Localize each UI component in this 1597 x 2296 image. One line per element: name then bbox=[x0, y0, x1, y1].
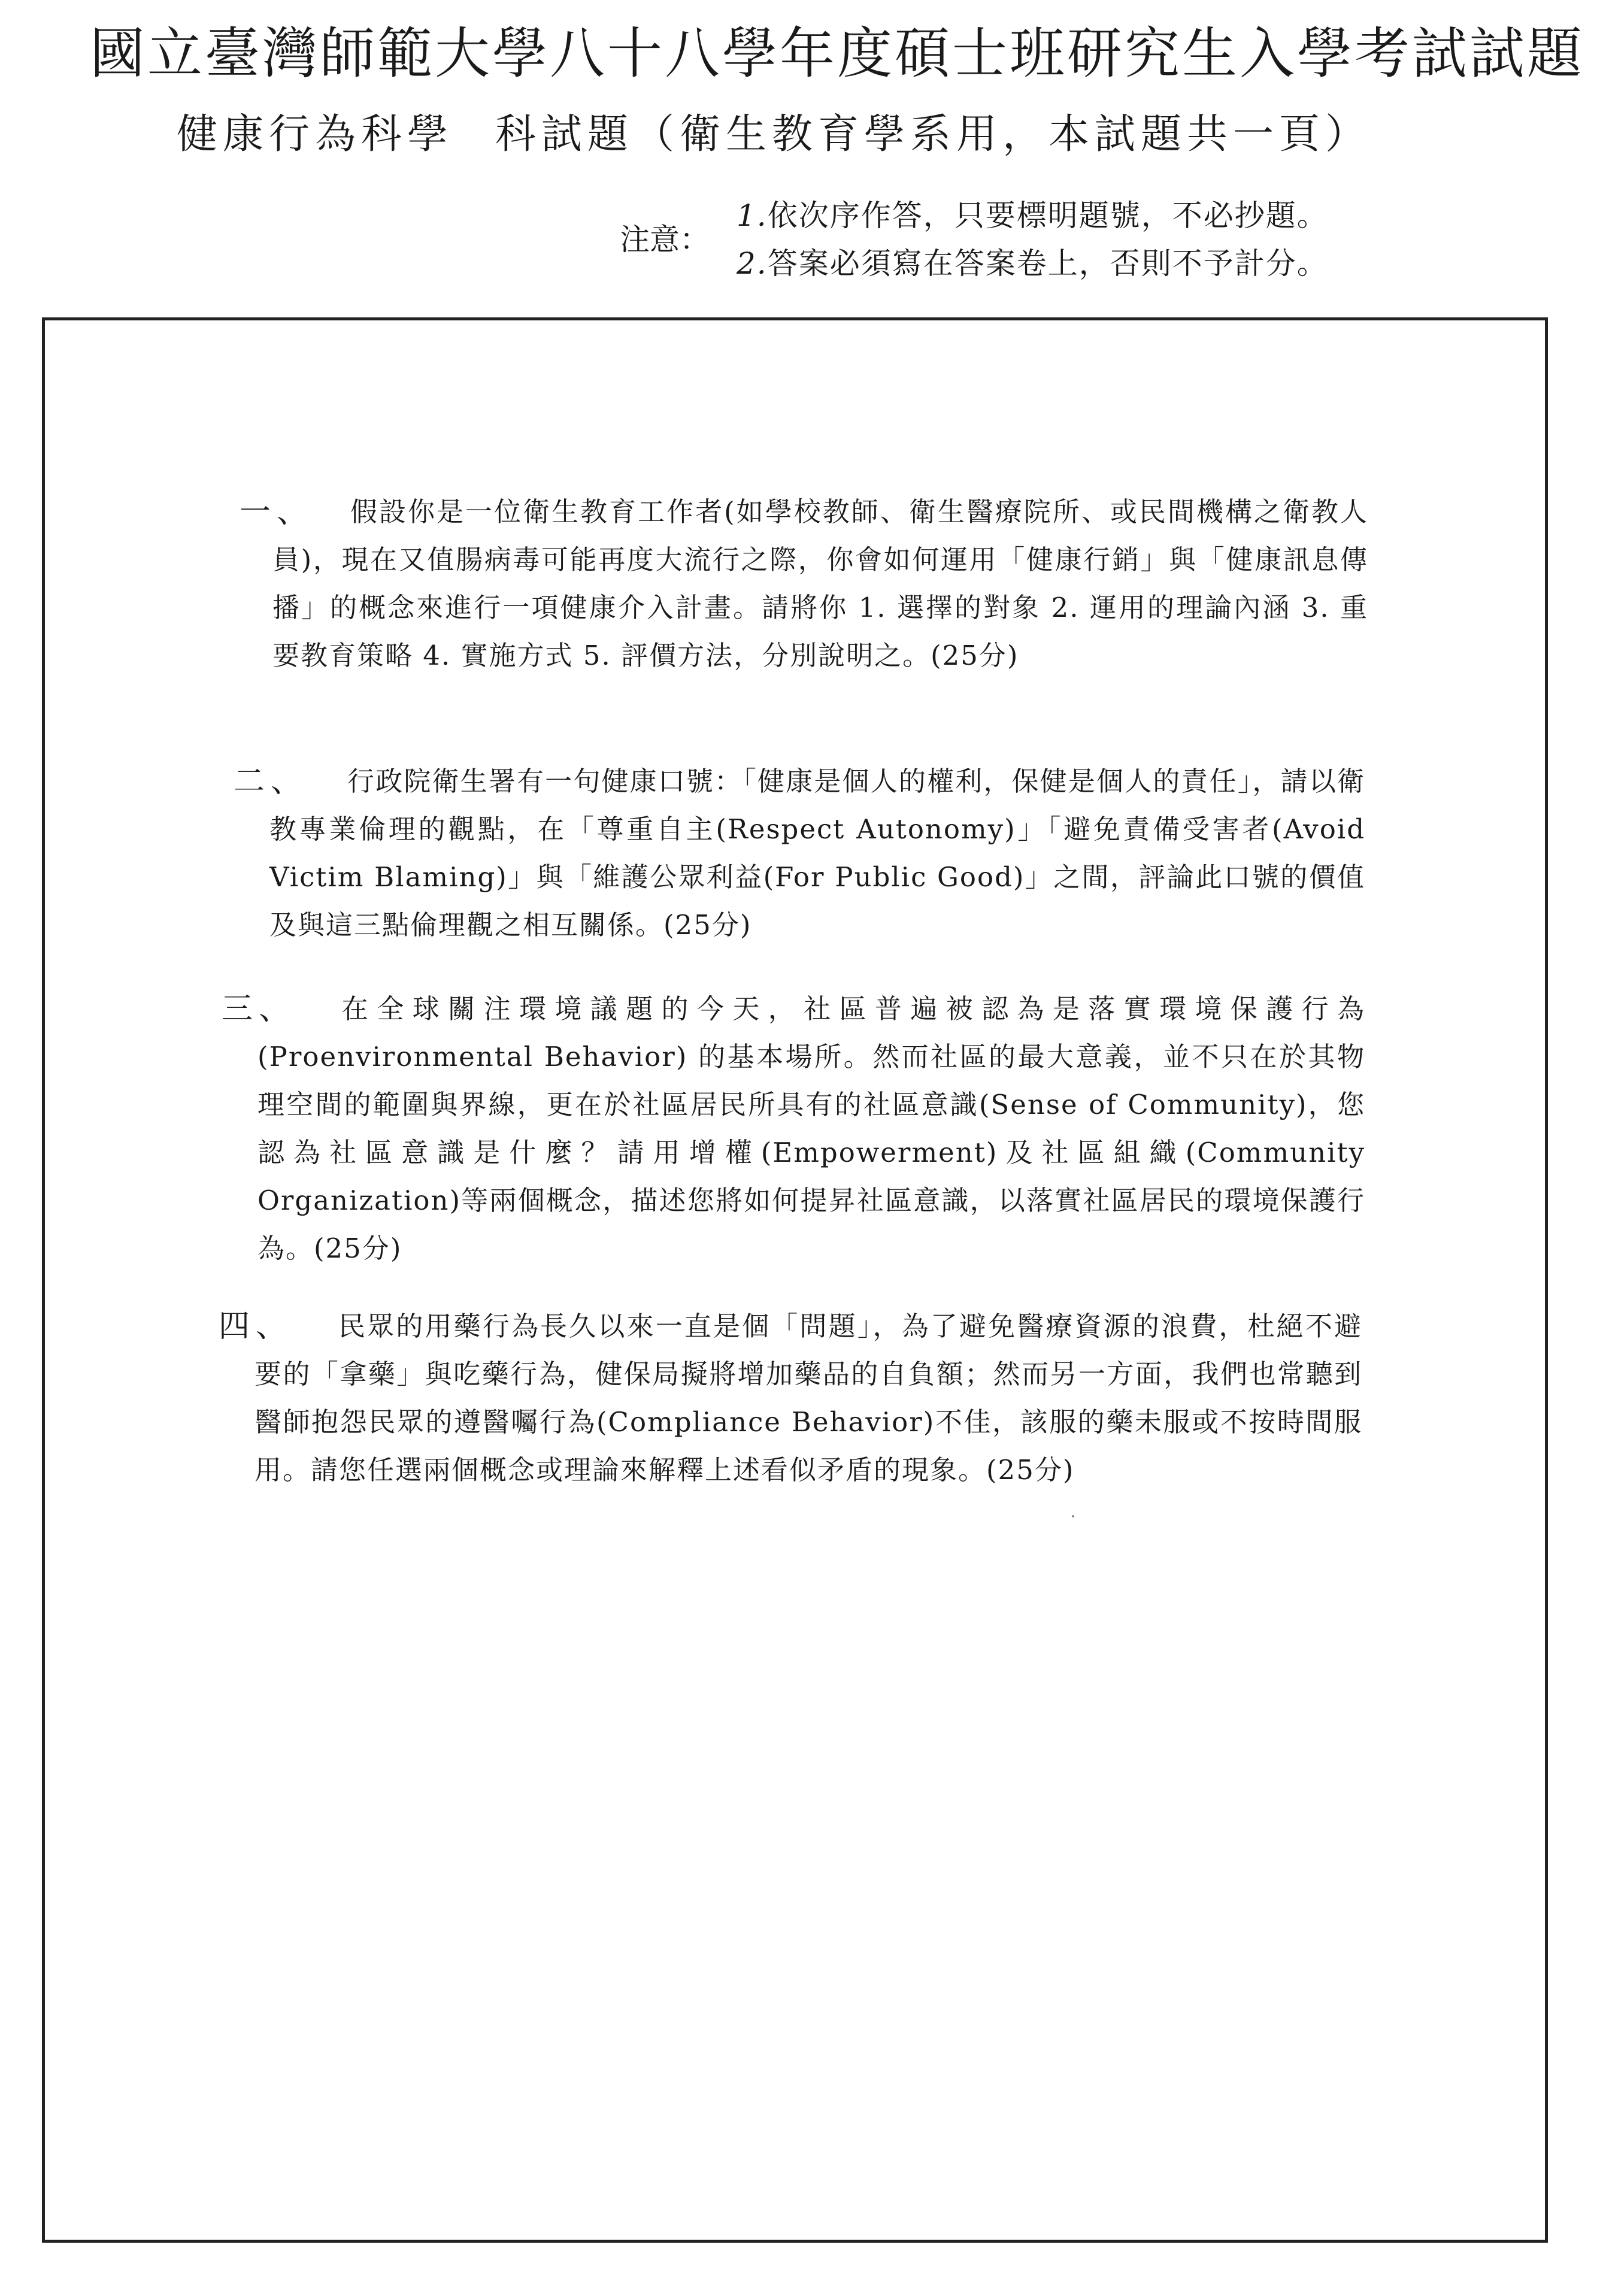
note-text: 答案必須寫在答案卷上，否則不予計分。 bbox=[767, 246, 1328, 281]
note-text: 依次序作答，只要標明題號，不必抄題。 bbox=[767, 198, 1328, 233]
exam-subtitle bbox=[177, 105, 1371, 165]
question-2-text: 行政院衛生署有一句健康口號：「健康是個人的權利，保健是個人的責任」，請以衛教專業倫理的觀點，在「尊重自主(Respect Autonomy)」「避免責備受害者(Avoid Victim Blaming)」與「維護公眾利益(For Public Good)」之間，評論此口號的價值及與這三點倫理觀之相互關係。(25分) bbox=[269, 765, 1365, 941]
question-4-marker: 四、 bbox=[219, 1308, 293, 1344]
question-1-text: 假設你是一位衛生教育工作者(如學校教師、衛生醫療院所、或民間機構之衛教人員)，現在又值腸病毒可能再度大流行之際，你會如何運用「健康行銷」與「健康訊息傳播」的概念來進行一項健康介入計畫。請將你 1. 選擇的對象 2. 運用的理論內涵 3. 重要教育策略 4. 實施方式 5. 評價方法，分別說明之。(25分) bbox=[272, 496, 1368, 671]
exam-title: 國立臺灣師範大學八十八學年度碩士班研究生入學考試試題 bbox=[90, 22, 1585, 86]
subtitle-text: 科試題（衛生教育學系用，本試題共一頁） bbox=[495, 111, 1372, 158]
note-number: 1. bbox=[737, 198, 768, 233]
note-item bbox=[737, 240, 1328, 287]
notes-list bbox=[737, 192, 1328, 287]
question-4-text: 民眾的用藥行為長久以來一直是個「問題」，為了避免醫療資源的浪費，杜絕不避要的「拿藥」與吃藥行為，健保局擬將增加藥品的自負額；然而另一方面，我們也常聽到醫師抱怨民眾的遵醫囑行為(Compliance Behavior)不佳，該服的藥未服或不按時間服用。請您任選兩個概念或理論來解釋上述看似矛盾的現象。(25分) bbox=[254, 1310, 1362, 1486]
note-number: 2. bbox=[737, 246, 768, 281]
subject-name: 健康行為科學 bbox=[177, 111, 454, 158]
question-2-marker: 二、 bbox=[234, 764, 308, 799]
scan-speck bbox=[1072, 1515, 1074, 1517]
note-item bbox=[737, 192, 1328, 240]
question-1-marker: 一、 bbox=[240, 494, 314, 530]
notes-label: 注意： bbox=[620, 222, 710, 257]
question-3-marker: 三、 bbox=[222, 991, 296, 1027]
question-3-text: 在全球關注環境議題的今天，社區普遍被認為是落實環境保護行為(Proenvironmental Behavior) 的基本場所。然而社區的最大意義，並不只在於其物理空間的範圍與界線，更在於社區居民所具有的社區意識(Sense of Community)，您認為社區意識是什麼？請用增權(Empowerment)及社區組織(Community Organization)等兩個概念，描述您將如何提昇社區意識，以落實社區居民的環境保護行為。(25分) bbox=[257, 993, 1365, 1264]
